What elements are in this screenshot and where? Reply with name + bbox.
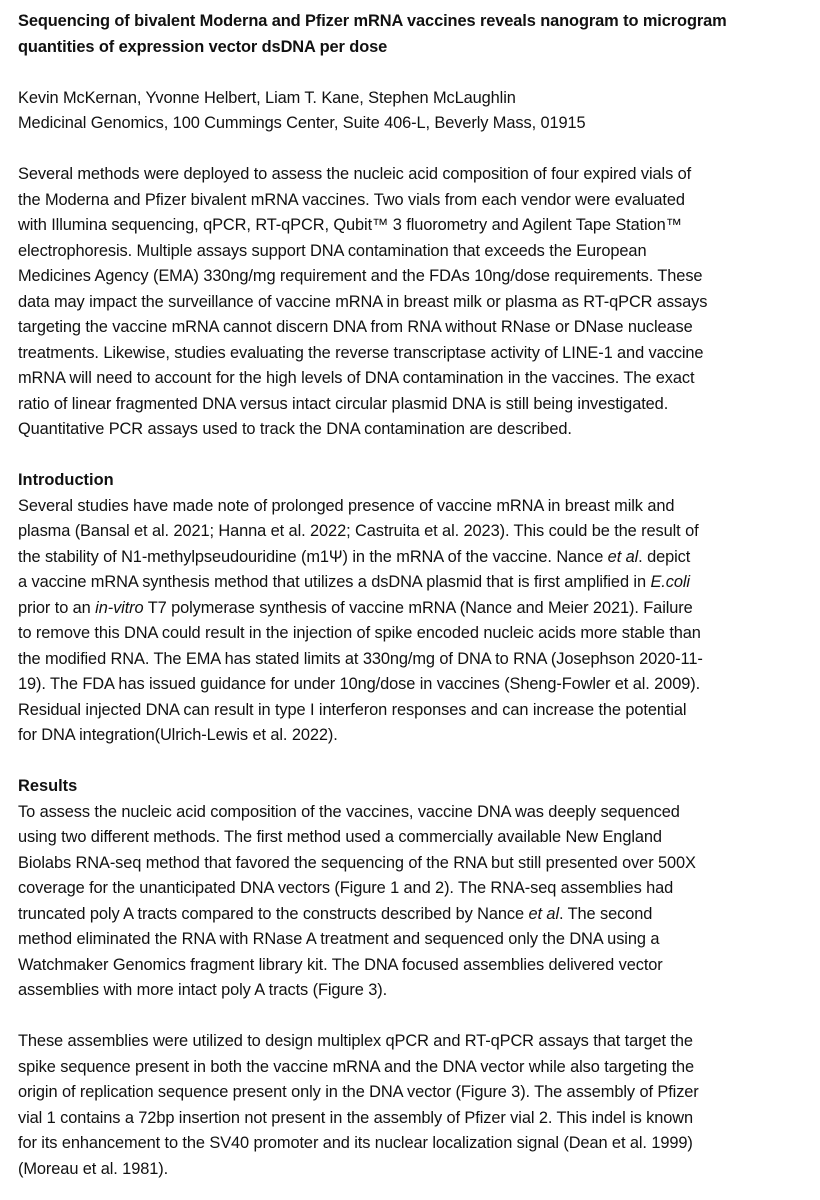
- text-segment: Watchmaker Genomics fragment library kit. The DNA focused assemblies delivered vector: [18, 955, 663, 974]
- introduction-body: [18, 494, 820, 749]
- text-line: data may impact the surveillance of vaccine mRNA in breast milk or plasma as RT-qPCR assays: [18, 292, 708, 311]
- introduction-section: [18, 468, 820, 749]
- authors: Kevin McKernan, Yvonne Helbert, Liam T. Kane, Stephen McLaughlin: [18, 88, 516, 107]
- text-line: These assemblies were utilized to design multiplex qPCR and RT-qPCR assays that target the: [18, 1032, 693, 1050]
- text-line: [18, 927, 820, 953]
- text-line: ratio of linear fragmented DNA versus intact circular plasmid DNA is still being investigated.: [18, 394, 669, 413]
- results-body: [18, 800, 820, 1004]
- text-segment: using two different methods. The first method used a commercially available New England: [18, 828, 662, 846]
- text-line: [18, 876, 820, 902]
- text-segment: the stability of N1-methylpseudouridine (m1Ψ) in the mRNA of the vaccine. Nance: [18, 547, 608, 566]
- text-segment: plasma (Bansal et al. 2021; Hanna et al. 2022; Castruita et al. 2023). This could be the result of: [18, 522, 699, 540]
- text-line: for its enhancement to the SV40 promoter and its nuclear localization signal (Dean et al. 1999): [18, 1134, 693, 1152]
- text-line: [18, 953, 820, 979]
- text-line: [18, 851, 820, 877]
- text-line: targeting the vaccine mRNA cannot discern DNA from RNA without RNase or DNase nuclease: [18, 318, 693, 336]
- text-segment: assemblies with more intact poly A tracts (Figure 3).: [18, 981, 388, 999]
- text-segment: method eliminated the RNA with RNase A treatment and sequenced only the DNA using a: [18, 930, 660, 948]
- text-line: origin of replication sequence present only in the DNA vector (Figure 3). The assembly of Pfizer: [18, 1083, 699, 1101]
- results-heading: Results: [18, 777, 78, 795]
- text-line: [18, 978, 820, 1004]
- text-segment: truncated poly A tracts compared to the constructs described by Nance: [18, 904, 529, 923]
- text-line: [18, 647, 820, 673]
- text-line: [18, 723, 820, 749]
- text-line: the Moderna and Pfizer bivalent mRNA vaccines. Two vials from each vendor were evaluated: [18, 190, 685, 209]
- text-segment: . The second: [558, 904, 653, 923]
- text-line: [18, 519, 820, 545]
- text-line: [18, 621, 820, 647]
- text-line: mRNA will need to account for the high levels of DNA contamination in the vaccines. The exact: [18, 369, 695, 387]
- text-line: with Illumina sequencing, qPCR, RT-qPCR, Qubit™ 3 fluorometry and Agilent Tape Station™: [18, 216, 682, 234]
- text-line: vial 1 contains a 72bp insertion not present in the assembly of Pfizer vial 2. This indel is known: [18, 1108, 694, 1127]
- text-line: Quantitative PCR assays used to track the DNA contamination are described.: [18, 420, 572, 438]
- text-line: [18, 545, 820, 571]
- introduction-heading: Introduction: [18, 471, 114, 489]
- results-section: [18, 774, 820, 1004]
- text-segment: prior to an: [18, 598, 96, 617]
- text-line: treatments. Likewise, studies evaluating the reverse transcriptase activity of LINE-1 and vaccine: [18, 343, 704, 362]
- text-line: [18, 825, 820, 851]
- results-paragraph-2: [18, 1029, 820, 1182]
- text-line: [18, 570, 820, 596]
- text-line: [18, 902, 820, 928]
- text-segment: Several studies have made note of prolonged presence of vaccine mRNA in breast milk and: [18, 496, 675, 515]
- italic-text: E.coli: [650, 573, 690, 591]
- italic-text: et al: [607, 547, 639, 566]
- title-line: quantities of expression vector dsDNA per dose: [18, 37, 388, 56]
- text-segment: coverage for the unanticipated DNA vectors (Figure 1 and 2). The RNA-seq assemblies had: [18, 879, 674, 897]
- author-block: [18, 86, 820, 137]
- italic-text: in-vitro: [95, 598, 144, 617]
- text-segment: a vaccine mRNA synthesis method that utilizes a dsDNA plasmid that is first amplified in: [18, 573, 651, 591]
- text-segment: 19). The FDA has issued guidance for under 10ng/dose in vaccines (Sheng-Fowler et al. 2009).: [18, 675, 701, 693]
- text-line: [18, 672, 820, 698]
- text-line: Several methods were deployed to assess the nucleic acid composition of four expired vials of: [18, 165, 692, 183]
- text-line: (Moreau et al. 1981).: [18, 1159, 169, 1178]
- text-segment: for DNA integration(Ulrich-Lewis et al. 2022).: [18, 726, 338, 744]
- text-segment: To assess the nucleic acid composition of the vaccines, vaccine DNA was deeply sequenced: [18, 802, 680, 821]
- italic-text: et al: [528, 904, 559, 923]
- text-line: [18, 698, 820, 724]
- text-line: [18, 494, 820, 520]
- text-line: Medicines Agency (EMA) 330ng/mg requirement and the FDAs 10ng/dose requirements. These: [18, 267, 703, 285]
- text-line: [18, 800, 820, 826]
- text-line: electrophoresis. Multiple assays support DNA contamination that exceeds the European: [18, 241, 647, 260]
- text-segment: T7 polymerase synthesis of vaccine mRNA (Nance and Meier 2021). Failure: [143, 598, 693, 617]
- text-segment: the modified RNA. The EMA has stated limits at 330ng/mg of DNA to RNA (Josephson 2020-11-: [18, 649, 703, 668]
- text-line: spike sequence present in both the vaccine mRNA and the DNA vector while also targeting the: [18, 1057, 695, 1076]
- affiliation: Medicinal Genomics, 100 Cummings Center, Suite 406-L, Beverly Mass, 01915: [18, 114, 586, 132]
- title-line: Sequencing of bivalent Moderna and Pfizer mRNA vaccines reveals nanogram to microgram: [18, 12, 727, 30]
- text-line: [18, 596, 820, 622]
- text-segment: . depict: [638, 547, 691, 566]
- paper-title: [18, 9, 820, 60]
- text-segment: Biolabs RNA-seq method that favored the sequencing of the RNA but still presented over 500X: [18, 853, 696, 872]
- text-segment: to remove this DNA could result in the injection of spike encoded nucleic acids more stable than: [18, 624, 701, 642]
- abstract: [18, 162, 820, 443]
- text-segment: Residual injected DNA can result in type I interferon responses and can increase the potential: [18, 700, 687, 719]
